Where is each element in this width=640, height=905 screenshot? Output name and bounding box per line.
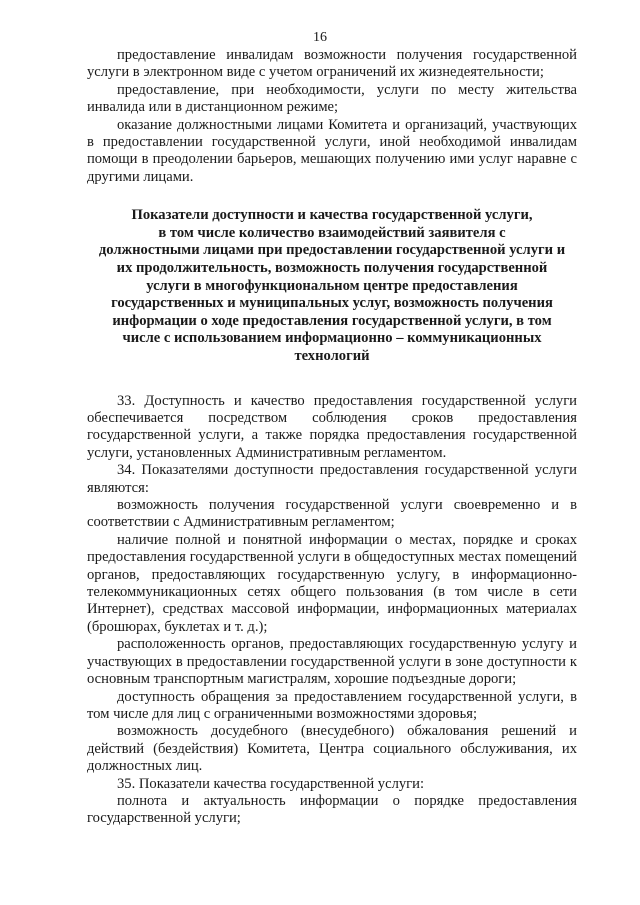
- heading-line: в том числе количество взаимодействий заявителя с: [158, 224, 506, 241]
- paragraph-timely-access: возможность получения государственной услуги своевременно и в соответствии с Административным регламентом;: [87, 497, 577, 531]
- heading-line: должностными лицами при предоставлении государственной услуги и: [98, 242, 566, 259]
- document-body: [87, 47, 577, 828]
- heading-line: государственных и муниципальных услуг, возможность получения: [111, 295, 553, 312]
- paragraph-34: 34. Показателями доступности предоставления государственной услуги являются:: [87, 462, 577, 496]
- paragraph-disabled-assistance: оказание должностными лицами Комитета и организаций, участвующих в предоставлении государственной услуги, иной необходимой инвалидам помощи в преодолении барьеров, мешающих получению ими услуг наравне с другими лицами.: [87, 116, 577, 185]
- heading-line: услуги в многофункциональном центре предоставления: [146, 277, 518, 294]
- paragraph-disabled-electronic: предоставление инвалидам возможности получения государственной услуги в электронном виде с учетом ограничений их жизнедеятельности;: [87, 47, 577, 81]
- paragraph-information-availability: наличие полной и понятной информации о местах, порядке и сроках предоставления государственной услуги в общедоступных местах помещений органов, предоставляющих государственную услугу, в информационно-телекоммуникационных сетях общего пользования (в том числе в сети Интернет), средствах массовой информации, информационных материалах (брошюрах, буклетах и т. д.);: [87, 531, 577, 635]
- paragraph-35: 35. Показатели качества государственной услуги:: [117, 775, 425, 792]
- section-heading: [87, 207, 577, 365]
- paragraph-completeness: полнота и актуальность информации о порядке предоставления государственной услуги;: [87, 792, 577, 827]
- heading-line: информации о ходе предоставления государственной услуги, в том: [112, 312, 552, 329]
- paragraph-appeal: возможность досудебного (внесудебного) обжалования решений и действий (бездействия) Комитета, Центра социального обслуживания, их должностных лиц.: [87, 723, 577, 775]
- page-number: 16: [313, 30, 327, 45]
- heading-line: их продолжительность, возможность получения государственной: [116, 260, 548, 277]
- heading-line: числе с использованием информационно – коммуникационных: [122, 330, 542, 347]
- paragraph-33: 33. Доступность и качество предоставления государственной услуги обеспечивается посредством соблюдения сроков предоставления государственной услуги, а также порядка предоставления государственной услуги, установленных Административным регламентом.: [87, 392, 577, 461]
- paragraph-transport-accessibility: расположенность органов, предоставляющих государственную услугу и участвующих в предоставлении государственной услуги в зоне доступности к основным транспортным магистралям, хорошие подъездные дороги;: [87, 636, 577, 688]
- heading-line: Показатели доступности и качества государственной услуги,: [131, 207, 533, 224]
- heading-line: технологий: [294, 348, 370, 364]
- paragraph-disabled-remote: предоставление, при необходимости, услуги по месту жительства инвалида или в дистанционном режиме;: [87, 81, 577, 116]
- paragraph-limited-abilities: доступность обращения за предоставлением государственной услуги, в том числе для лиц с ограниченными возможностями здоровья;: [87, 688, 577, 722]
